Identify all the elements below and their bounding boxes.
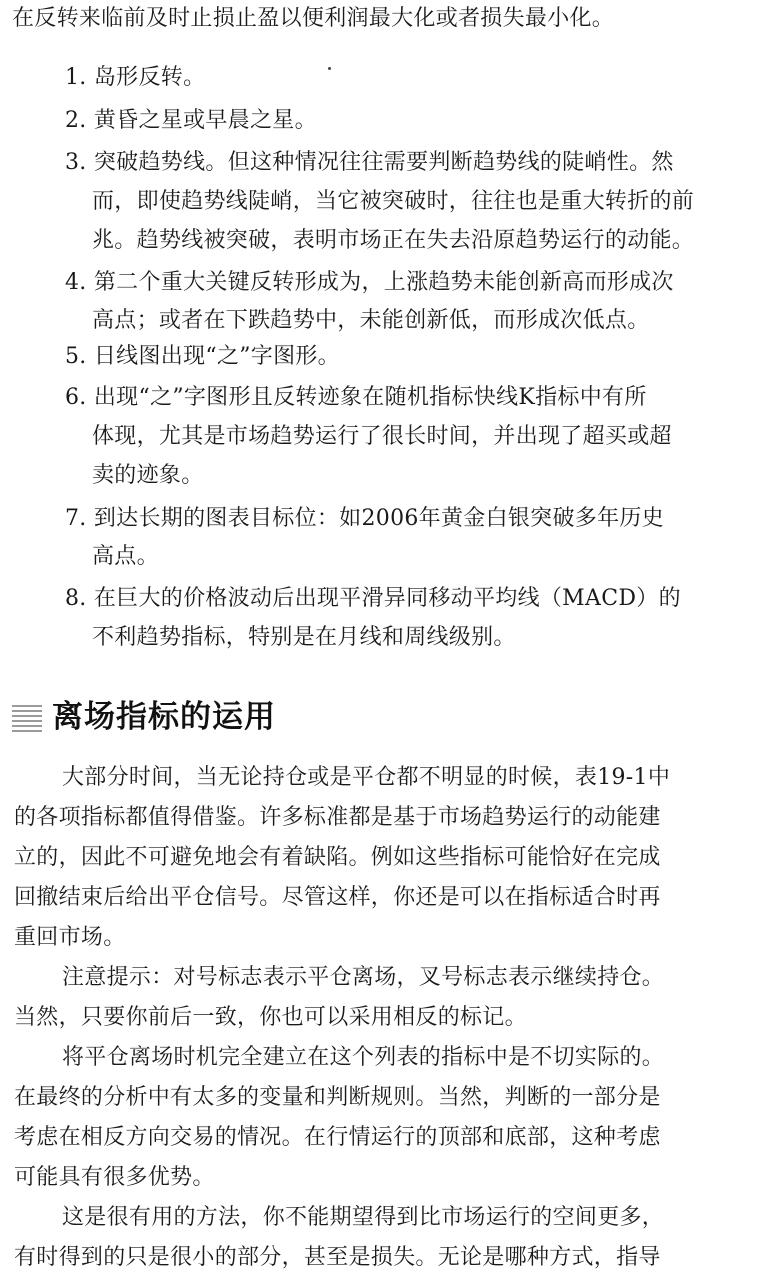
list-item-6-line-3: 卖的迹象。 xyxy=(92,463,204,488)
list-item-8-line-1: 8. 在巨大的价格波动后出现平滑异同移动平均线（MACD）的 xyxy=(65,586,681,611)
list-item-6-line-1: 6. 出现“之”字图形且反转迹象在随机指标快线K指标中有所 xyxy=(65,385,647,410)
paragraph-1-line-3: 立的，因此不可避免地会有着缺陷。例如这些指标可能恰好在完成 xyxy=(14,845,661,870)
paragraph-3-line-3: 考虑在相反方向交易的情况。在行情运行的顶部和底部，这种考虑 xyxy=(14,1125,661,1150)
heading-ornament-icon xyxy=(8,700,44,734)
paragraph-2-line-2: 当然，只要你前后一致，你也可以采用相反的标记。 xyxy=(14,1005,527,1030)
section-title: 离场指标的运用 xyxy=(52,699,276,735)
list-item-7-line-2: 高点。 xyxy=(92,544,159,569)
list-item-4-line-1: 4. 第二个重大关键反转形成为，上涨趋势未能创新高而形成次 xyxy=(65,270,674,295)
paragraph-1-line-1: 大部分时间，当无论持仓或是平仓都不明显的时候，表19-1中 xyxy=(62,765,671,790)
paragraph-4-line-2: 有时得到的只是很小的部分，甚至是损失。无论是哪种方式，指导 xyxy=(14,1245,661,1270)
list-item-7-line-1: 7. 到达长期的图表目标位：如2006年黄金白银突破多年历史 xyxy=(65,506,664,531)
paragraph-2-line-1: 注意提示：对号标志表示平仓离场，叉号标志表示继续持仓。 xyxy=(62,965,665,990)
intro-line: 在反转来临前及时止损止盈以便利润最大化或者损失最小化。 xyxy=(12,6,615,31)
list-item-3-line-2: 而，即使趋势线陡峭，当它被突破时，往往也是重大转折的前 xyxy=(92,189,695,214)
paragraph-1-line-2: 的各项指标都值得借鉴。许多标准都是基于市场趋势运行的动能建 xyxy=(14,805,661,830)
list-item-1-line-1: 1. 岛形反转。 xyxy=(65,65,206,90)
paragraph-3-line-4: 可能具有很多优势。 xyxy=(14,1165,215,1190)
list-item-8-line-2: 不利趋势指标，特别是在月线和周线级别。 xyxy=(92,625,516,650)
list-item-2-line-1: 2. 黄昏之星或早晨之星。 xyxy=(65,108,317,133)
list-item-3-line-3: 兆。趋势线被突破，表明市场正在失去沿原趋势运行的动能。 xyxy=(92,228,695,253)
paragraph-1-line-5: 重回市场。 xyxy=(14,925,126,950)
ink-speck xyxy=(328,67,331,70)
list-item-4-line-2: 高点；或者在下跌趋势中，未能创新低，而形成次低点。 xyxy=(92,308,650,333)
paragraph-4-line-1: 这是很有用的方法，你不能期望得到比市场运行的空间更多， xyxy=(62,1205,665,1230)
section-heading xyxy=(8,695,276,739)
paragraph-3-line-2: 在最终的分析中有太多的变量和判断规则。当然，判断的一部分是 xyxy=(14,1085,661,1110)
list-item-5-line-1: 5. 日线图出现“之”字图形。 xyxy=(65,344,340,369)
list-item-6-line-2: 体现，尤其是市场趋势运行了很长时间，并出现了超买或超 xyxy=(92,424,672,449)
paragraph-3-line-1: 将平仓离场时机完全建立在这个列表的指标中是不切实际的。 xyxy=(62,1045,665,1070)
paragraph-1-line-4: 回撤结束后给出平仓信号。尽管这样，你还是可以在指标适合时再 xyxy=(14,885,661,910)
list-item-3-line-1: 3. 突破趋势线。但这种情况往往需要判断趋势线的陡峭性。然 xyxy=(65,150,674,175)
